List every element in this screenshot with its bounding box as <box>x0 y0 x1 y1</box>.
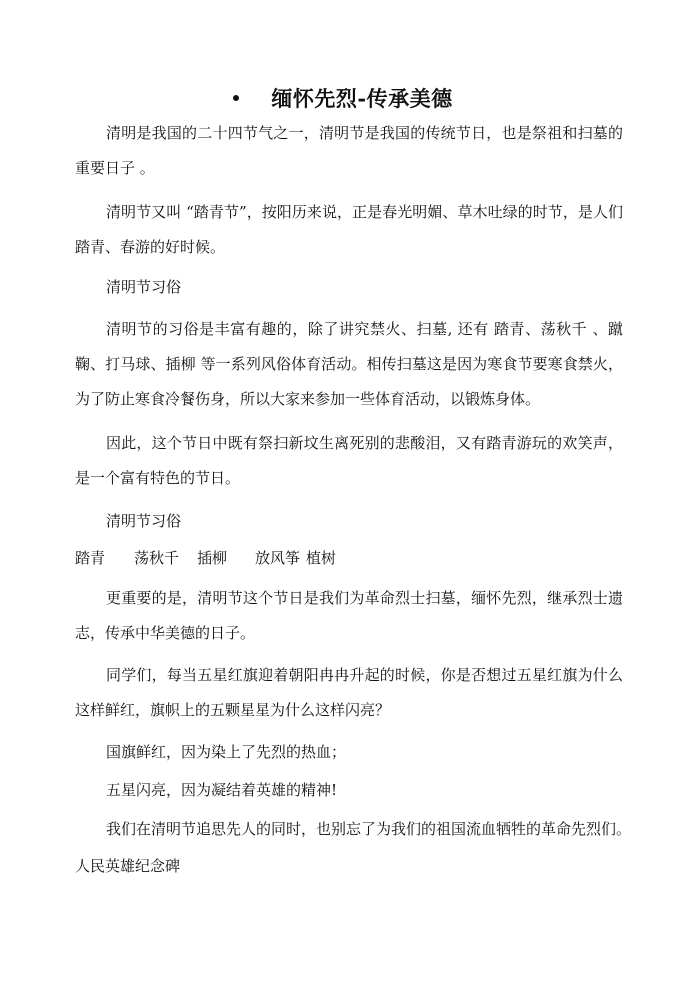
custom-item: 植树 <box>306 549 337 567</box>
heading-customs-2: 清明节习俗 <box>106 512 182 530</box>
custom-item: 放风筝 <box>255 549 301 567</box>
paragraph-flag-question: 同学们，每当五星红旗迎着朝阳冉冉升起的时候，你是否想过五星红旗为什么这样鲜红，旗帜上的五颗星星为什么这样闪亮？ <box>75 666 623 719</box>
custom-item: 插柳 <box>197 549 228 567</box>
paragraph-remember: 我们在清明节追思先人的同时，也别忘了为我们的祖国流血牺牲的革命先烈们。 <box>106 820 632 838</box>
paragraph-therefore: 因此，这个节日中既有祭扫新坟生离死别的悲酸泪，又有踏青游玩的欢笑声，是一个富有特色的节日。 <box>75 434 623 487</box>
page-title-text: 缅怀先烈-传承美德 <box>271 86 453 111</box>
paragraph-flag-red: 国旗鲜红，因为染上了先烈的热血； <box>106 743 347 761</box>
title-row <box>0 83 696 113</box>
paragraph-customs: 清明节的习俗是丰富有趣的，除了讲究禁火、扫墓, 还有 踏青、荡秋千 、蹴鞠、打马球、插柳 等一系列风俗体育活动。相传扫墓这是因为寒食节要寒食禁火，为了防止寒食冷餐伤身，所以大家来参加一些体育活动，以锻炼身体。 <box>75 320 623 408</box>
paragraph-stars-bright: 五星闪亮，因为凝结着英雄的精神! <box>106 781 338 799</box>
paragraph-monument: 人民英雄纪念碑 <box>75 857 181 875</box>
paragraph-intro: 清明是我国的二十四节气之一，清明节是我国的传统节日，也是祭祖和扫墓的重要日子 。 <box>75 124 623 177</box>
custom-item: 荡秋千 <box>134 549 180 567</box>
heading-customs-1: 清明节习俗 <box>106 278 182 296</box>
paragraph-martyrs: 更重要的是，清明节这个节日是我们为革命烈士扫墓，缅怀先烈，继承烈士遗志，传承中华美德的日子。 <box>75 589 623 642</box>
paragraph-taqing: 清明节又叫 “踏青节”，按阳历来说，正是春光明媚、草木吐绿的时节，是人们踏青、春游的好时候。 <box>75 203 623 256</box>
custom-item: 踏青 <box>75 549 106 567</box>
customs-list <box>75 541 336 576</box>
bullet-icon <box>233 95 239 101</box>
page-title <box>243 83 452 113</box>
